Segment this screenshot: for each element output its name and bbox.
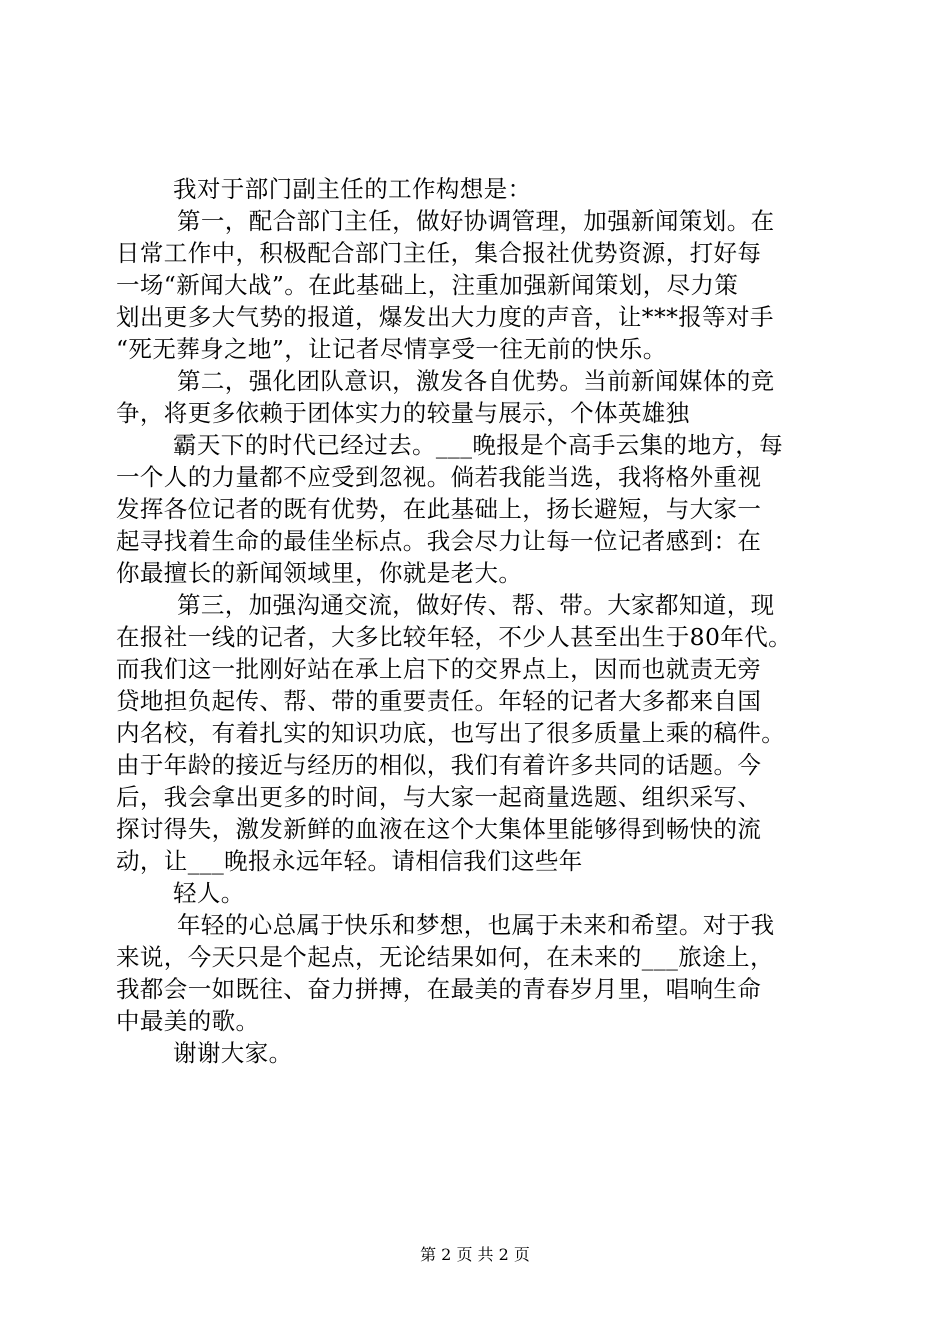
text-line: 在报社一线的记者，大多比较年轻，不少人甚至出生于80年代。 <box>116 623 793 651</box>
text-line: 我对于部门副主任的工作构想是： <box>173 175 532 203</box>
text-line: 而我们这一批刚好站在承上启下的交界点上，因而也就责无旁 <box>116 655 762 683</box>
text-line: “死无葬身之地”，让记者尽情享受一往无前的快乐。 <box>116 335 667 363</box>
text-line: 起寻找着生命的最佳坐标点。我会尽力让每一位记者感到：在 <box>116 527 762 555</box>
text-line: 发挥各位记者的既有优势，在此基础上，扬长避短，与大家一 <box>116 495 762 523</box>
text-line: 内名校，有着扎实的知识功底，也写出了很多质量上乘的稿件。 <box>116 719 786 747</box>
text-line: 一场“新闻大战”。在此基础上，注重加强新闻策划，尽力策 <box>116 271 739 299</box>
text-line: 霸天下的时代已经过去。___晚报是个高手云集的地方，每 <box>173 431 784 459</box>
text-line: 日常工作中，积极配合部门主任，集合报社优势资源，打好每 <box>116 239 762 267</box>
text-line: 贷地担负起传、帮、带的重要责任。年轻的记者大多都来自国 <box>116 687 762 715</box>
text-line: 探讨得失，激发新鲜的血液在这个大集体里能够得到畅快的流 <box>116 815 762 843</box>
text-line: 轻人。 <box>173 879 245 907</box>
text-line: 争，将更多依赖于团体实力的较量与展示，个体英雄独 <box>116 399 690 427</box>
page-number: 第 2 页 共 2 页 <box>420 1245 530 1264</box>
text-line: 年轻的心总属于快乐和梦想，也属于未来和希望。对于我 <box>177 911 775 939</box>
text-line: 划出更多大气势的报道，爆发出大力度的声音，让***报等对手 <box>116 303 774 331</box>
text-line: 一个人的力量都不应受到忽视。倘若我能当选，我将格外重视 <box>116 463 762 491</box>
text-line: 后，我会拿出更多的时间，与大家一起商量选题、组织采写、 <box>116 783 762 811</box>
text-line: 第二，强化团队意识，激发各自优势。当前新闻媒体的竞 <box>177 367 775 395</box>
text-line: 来说，今天只是个起点，无论结果如何，在未来的___旅途上， <box>116 943 774 971</box>
text-line: 你最擅长的新闻领域里，你就是老大。 <box>116 559 523 587</box>
text-line: 中最美的歌。 <box>116 1007 260 1035</box>
text-line: 第一，配合部门主任，做好协调管理，加强新闻策划。在 <box>177 207 775 235</box>
text-line: 第三，加强沟通交流，做好传、帮、带。大家都知道，现 <box>177 591 775 619</box>
text-line: 由于年龄的接近与经历的相似，我们有着许多共同的话题。今 <box>116 751 762 779</box>
text-line: 谢谢大家。 <box>173 1039 293 1067</box>
text-line: 动，让___晚报永远年轻。请相信我们这些年 <box>116 847 583 875</box>
document-body <box>116 173 836 1069</box>
text-line: 我都会一如既往、奋力拼搏，在最美的青春岁月里，唱响生命 <box>116 975 762 1003</box>
